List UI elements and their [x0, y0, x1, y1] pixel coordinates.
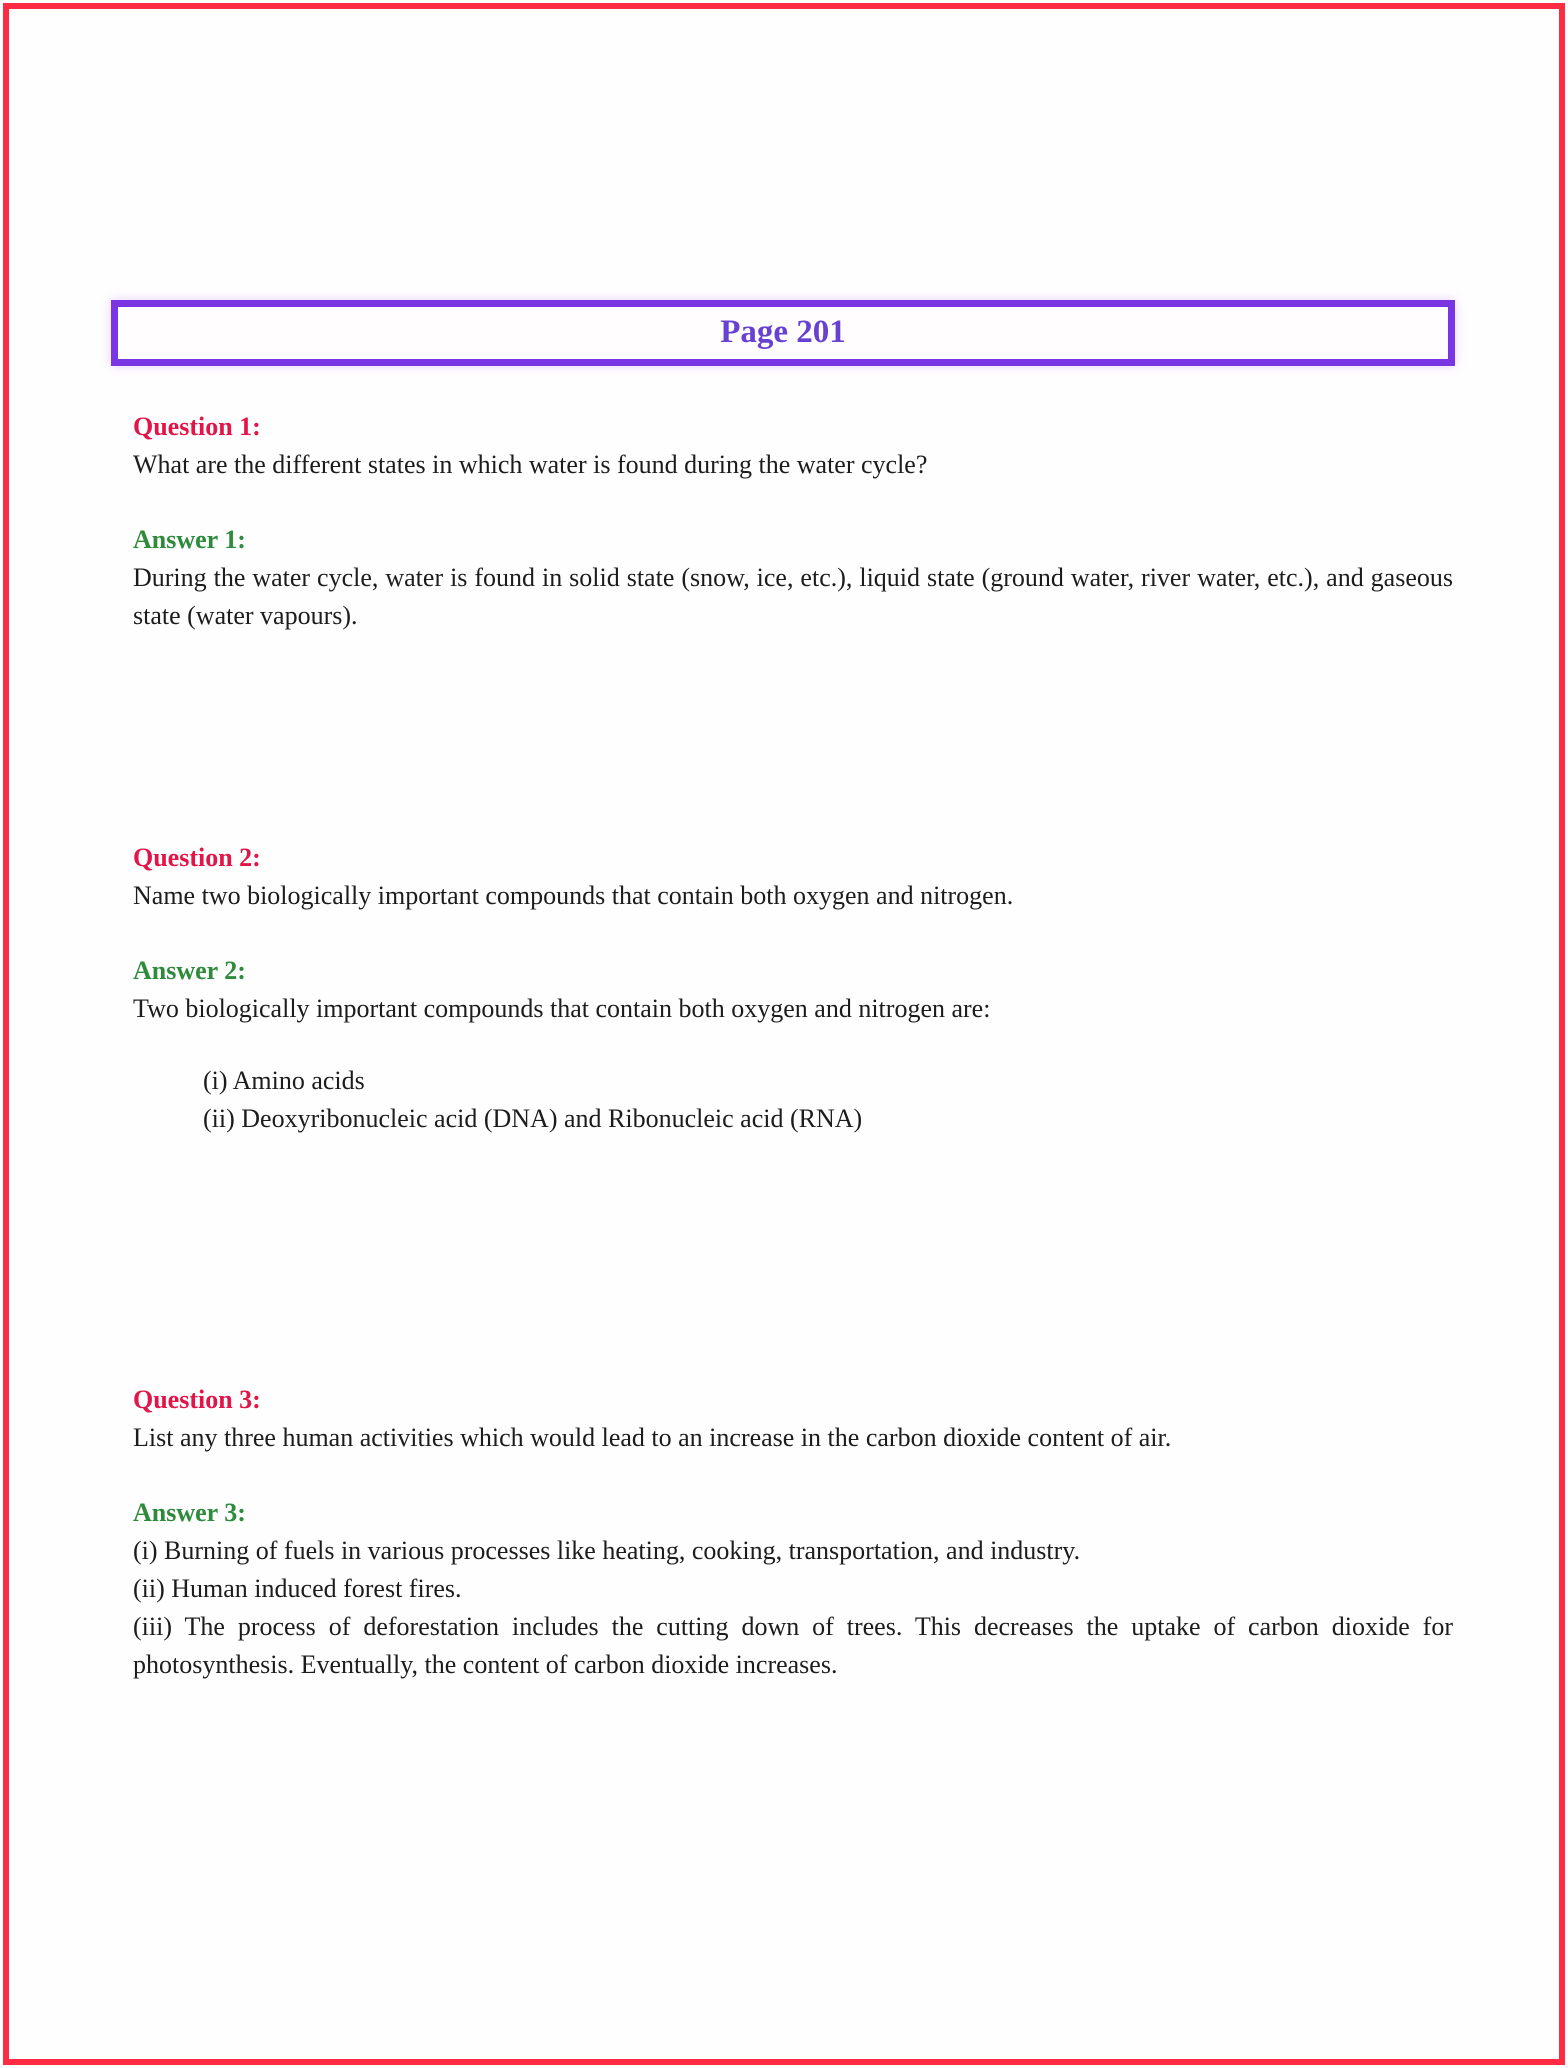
answer-2-text: Two biologically important compounds that contain both oxygen and nitrogen are:	[133, 994, 991, 1023]
answer-2-list	[133, 1062, 1453, 1138]
page-title: Page 201	[720, 314, 846, 350]
page-title-box	[111, 300, 1455, 366]
question-3-heading: Question 3:	[133, 1385, 261, 1414]
answer-3-point-2: (ii) Human induced forest fires.	[133, 1574, 462, 1603]
qa-section-3	[133, 1381, 1453, 1684]
answer-3-heading: Answer 3:	[133, 1498, 246, 1527]
answer-2-list-item: (ii) Deoxyribonucleic acid (DNA) and Ribonucleic acid (RNA)	[203, 1104, 863, 1133]
question-1-heading: Question 1:	[133, 412, 261, 441]
answer-1-text: During the water cycle, water is found in solid state (snow, ice, etc.), liquid state (ground water, river water, etc.), and gaseous state (water vapours).	[133, 563, 1453, 630]
answer-2-heading: Answer 2:	[133, 956, 246, 985]
document-page	[3, 3, 1565, 2065]
question-2-heading: Question 2:	[133, 843, 261, 872]
answer-1-heading: Answer 1:	[133, 525, 246, 554]
answer-2-list-item: (i) Amino acids	[203, 1066, 365, 1095]
answer-3-point-1: (i) Burning of fuels in various processes like heating, cooking, transportation, and industry.	[133, 1536, 1081, 1565]
qa-section-1	[133, 408, 1453, 635]
question-3-text: List any three human activities which would lead to an increase in the carbon dioxide content of air.	[133, 1423, 1172, 1452]
qa-section-2	[133, 839, 1453, 1138]
question-2-text: Name two biologically important compounds that contain both oxygen and nitrogen.	[133, 881, 1014, 910]
answer-3-point-3: (iii) The process of deforestation includes the cutting down of trees. This decreases the uptake of carbon dioxide for photosynthesis. Eventually, the content of carbon dioxide increases.	[133, 1612, 1453, 1679]
page-content	[9, 366, 1559, 1684]
question-1-text: What are the different states in which water is found during the water cycle?	[133, 450, 928, 479]
